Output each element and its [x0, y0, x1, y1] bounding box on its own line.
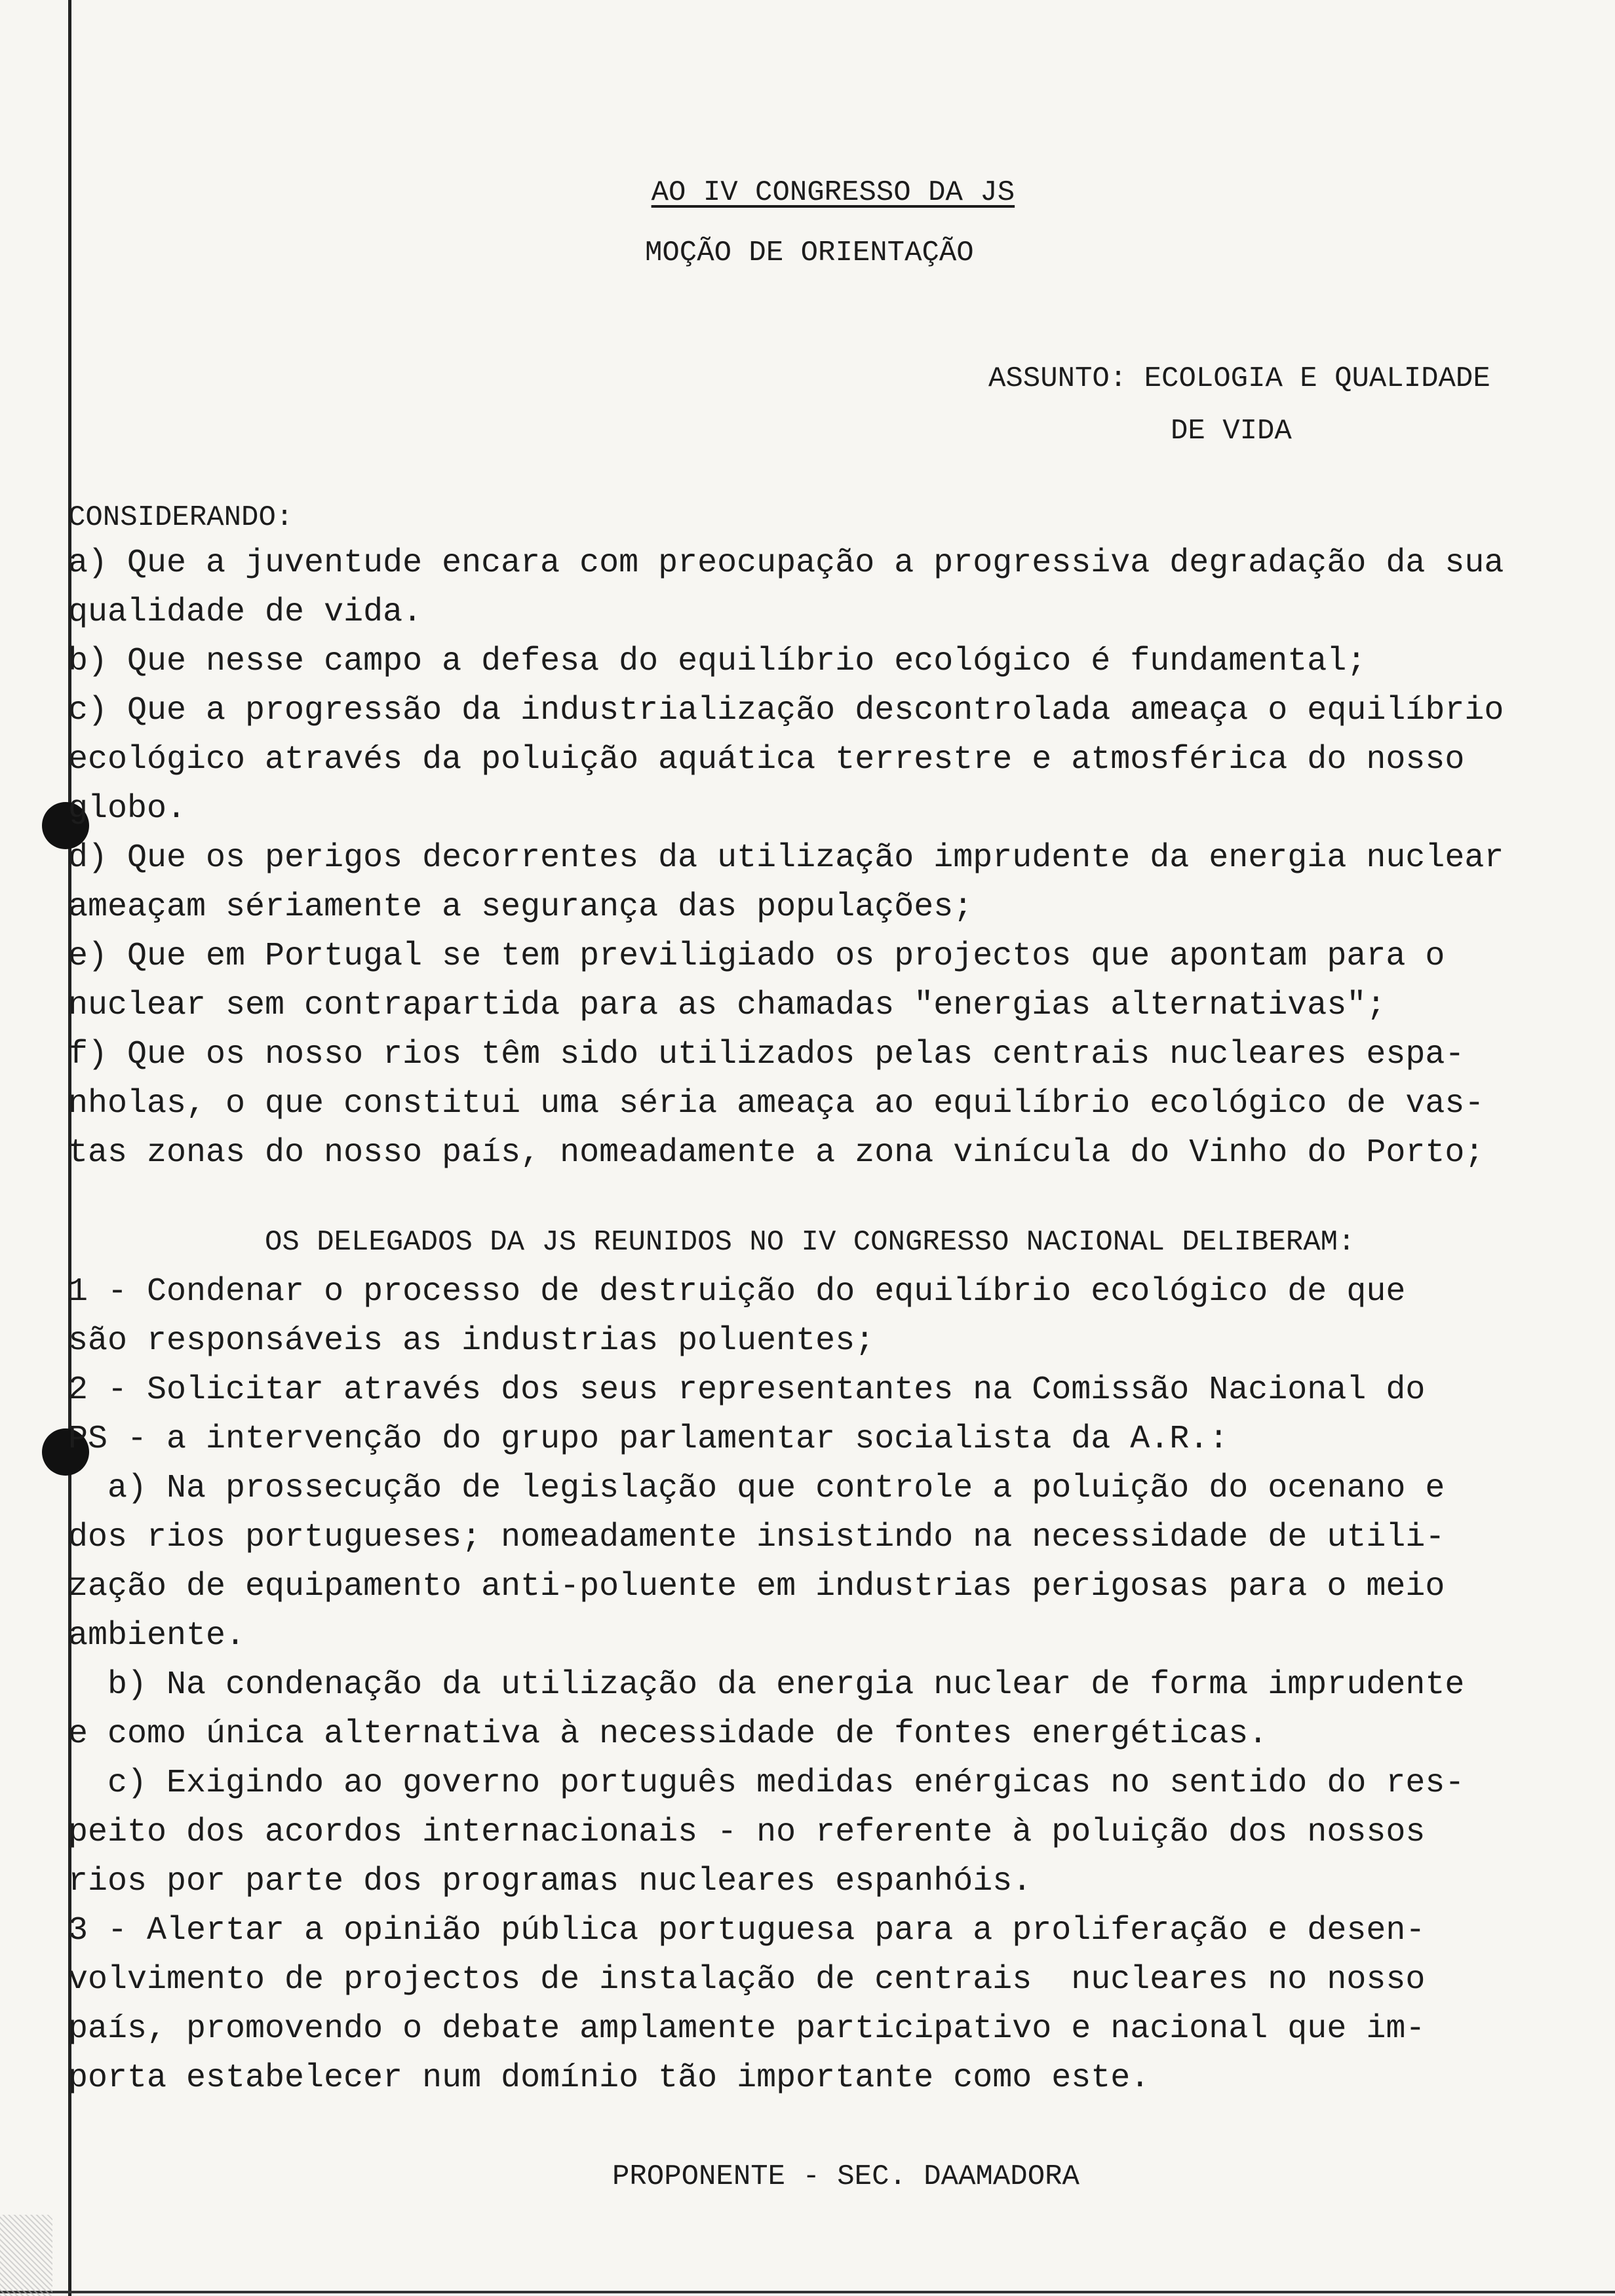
document-subtitle: MOÇÃO DE ORIENTAÇÃO [645, 237, 974, 269]
deliberam-line: porta estabelecer num domínio tão importante como este. [68, 2059, 1150, 2097]
scan-speckle [0, 2215, 52, 2296]
considerando-line: ameaçam sériamente a segurança das populações; [68, 889, 973, 926]
deliberam-line: PS - a intervenção do grupo parlamentar socialista da A.R.: [68, 1421, 1229, 1458]
deliberam-line: volvimento de projectos de instalação de centrais nucleares no nosso [68, 1961, 1426, 1999]
deliberam-line: ambiente. [68, 1617, 246, 1655]
deliberam-line: 2 - Solicitar através dos seus representantes na Comissão Nacional do [68, 1371, 1426, 1409]
considerando-line: b) Que nesse campo a defesa do equilíbrio ecológico é fundamental; [68, 643, 1367, 680]
considerando-line: e) Que em Portugal se tem previligiado os projectos que apontam para o [68, 938, 1445, 975]
considerando-line: tas zonas do nosso país, nomeadamente a zona vinícula do Vinho do Porto; [68, 1134, 1485, 1172]
document-title-text: AO IV CONGRESSO DA JS [651, 176, 1015, 209]
deliberam-line: e como única alternativa à necessidade de fontes energéticas. [68, 1715, 1268, 1753]
deliberam-heading: OS DELEGADOS DA JS REUNIDOS NO IV CONGRESSO NACIONAL DELIBERAM: [265, 1226, 1355, 1259]
considerando-line: ecológico através da poluição aquática terrestre e atmosférica do nosso [68, 741, 1465, 778]
subject-line-2: DE VIDA [1171, 415, 1292, 448]
considerando-line: f) Que os nosso rios têm sido utilizados pelas centrais nucleares espa- [68, 1036, 1465, 1073]
considerando-line: nholas, o que constitui uma séria ameaça ao equilíbrio ecológico de vas- [68, 1085, 1485, 1122]
deliberam-line: 3 - Alertar a opinião pública portuguesa para a proliferação e desen- [68, 1912, 1426, 1949]
subject-line-1: ASSUNTO: ECOLOGIA E QUALIDADE [988, 362, 1490, 395]
considerando-line: d) Que os perigos decorrentes da utilização imprudente da energia nuclear [68, 839, 1504, 877]
deliberam-line: dos rios portugueses; nomeadamente insistindo na necessidade de utili- [68, 1519, 1445, 1556]
deliberam-line: são responsáveis as industrias poluentes; [68, 1322, 875, 1360]
deliberam-line: zação de equipamento anti-poluente em industrias perigosas para o meio [68, 1568, 1445, 1605]
deliberam-line: país, promovendo o debate amplamente participativo e nacional que im- [68, 2010, 1426, 2048]
deliberam-line: c) Exigindo ao governo português medidas enérgicas no sentido do res- [68, 1765, 1465, 1802]
deliberam-line: a) Na prossecução de legislação que controle a poluição do ocenano e [68, 1470, 1445, 1507]
considerando-line: qualidade de vida. [68, 594, 423, 631]
considerando-line: c) Que a progressão da industrialização descontrolada ameaça o equilíbrio [68, 692, 1504, 729]
considerando-line: nuclear sem contrapartida para as chamadas "energias alternativas"; [68, 987, 1386, 1024]
deliberam-line: peito dos acordos internacionais - no referente à poluição dos nossos [68, 1814, 1426, 1851]
proponente-signature: PROPONENTE - SEC. DAAMADORA [612, 2160, 1080, 2193]
bottom-edge-line [0, 2291, 1615, 2293]
deliberam-line: rios por parte dos programas nucleares espanhóis. [68, 1863, 1032, 1900]
considerando-line: a) Que a juventude encara com preocupação a progressiva degradação da sua [68, 545, 1504, 582]
considerando-heading: CONSIDERANDO: [68, 501, 294, 534]
deliberam-line: b) Na condenação da utilização da energia nuclear de forma imprudente [68, 1666, 1465, 1704]
deliberam-line: 1 - Condenar o processo de destruição do equilíbrio ecológico de que [68, 1273, 1406, 1311]
considerando-line: globo. [68, 790, 187, 828]
